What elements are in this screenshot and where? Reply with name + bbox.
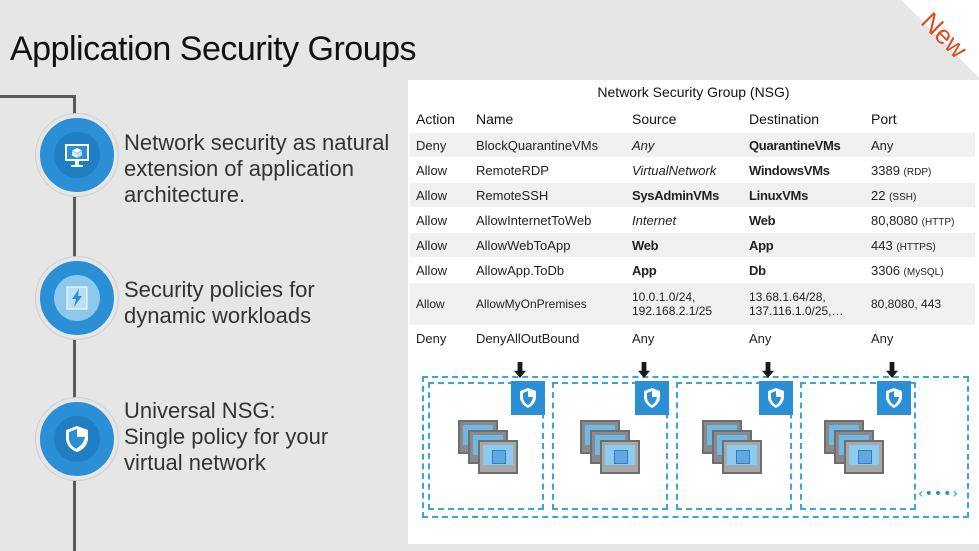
rule-name: AllowApp.ToDb [470, 258, 626, 283]
rule-source: Any [626, 326, 743, 351]
rule-source: App [626, 258, 743, 283]
rule-destination: WindowsVMs [743, 158, 865, 183]
rule-source: Any [626, 133, 743, 158]
rule-port-note: (RDP) [903, 166, 932, 178]
rule-port [865, 208, 975, 233]
rule-port [865, 158, 975, 183]
rule-name: AllowInternetToWeb [470, 208, 626, 233]
rule-port-value: 22 [871, 187, 886, 203]
rule-port-note: (MySQL) [903, 266, 944, 278]
rule-port-value: Any [871, 137, 894, 153]
rule-action: Allow [410, 183, 470, 208]
rule-name: BlockQuarantineVMs [470, 133, 626, 158]
timeline-connector [0, 95, 76, 98]
nsg-title: Network Security Group (NSG) [597, 84, 790, 100]
rule-name: RemoteSSH [470, 183, 626, 208]
table-row[interactable] [410, 233, 975, 258]
rule-port [865, 133, 975, 158]
app-monitor-icon [36, 114, 118, 196]
feature-text-dynamic: Security policies for dynamic workloads [124, 277, 315, 328]
rule-port-value: 443 [871, 237, 893, 253]
rule-action: Allow [410, 233, 470, 258]
rule-source: SysAdminVMs [626, 183, 743, 208]
rule-destination: Any [743, 326, 865, 351]
nsg-rules-table [410, 106, 975, 350]
vm-group-icon [824, 420, 894, 480]
table-row[interactable] [410, 258, 975, 283]
feature-text-universal-nsg: Universal NSG: Single policy for your virtual network [124, 398, 329, 475]
rule-source: Web [626, 233, 743, 258]
table-row[interactable] [410, 133, 975, 158]
rule-name: DenyAllOutBound [470, 326, 626, 351]
rule-destination: Web [743, 208, 865, 233]
rule-name: AllowMyOnPremises [470, 283, 626, 326]
column-header-destination: Destination [743, 106, 865, 133]
rule-port-note: (HTTPS) [896, 241, 936, 253]
rule-port [865, 258, 975, 283]
nsg-shield-icon [511, 381, 545, 415]
rule-action: Deny [410, 133, 470, 158]
virtual-network-icon: ‹•••› [918, 486, 959, 502]
rule-port-note: (SSH) [889, 191, 917, 203]
rule-action: Deny [410, 326, 470, 351]
table-row[interactable] [410, 326, 975, 351]
table-header-row [410, 106, 975, 133]
nsg-shield-icon [877, 381, 911, 415]
rule-action: Allow [410, 158, 470, 183]
rule-name: AllowWebToApp [470, 233, 626, 258]
rule-action: Allow [410, 258, 470, 283]
rule-destination: QuarantineVMs [743, 133, 865, 158]
rule-port [865, 326, 975, 351]
feature-text-architecture: Network security as natural extension of application architecture. [124, 130, 390, 207]
rule-port-value: 80,8080, 443 [871, 297, 942, 311]
table-row[interactable] [410, 283, 975, 326]
rule-action: Allow [410, 208, 470, 233]
column-header-action: Action [410, 106, 470, 133]
column-header-name: Name [470, 106, 626, 133]
column-header-port: Port [865, 106, 975, 133]
rule-port [865, 183, 975, 208]
vm-group-icon [580, 420, 650, 480]
rule-destination: App [743, 233, 865, 258]
rule-name: RemoteRDP [470, 158, 626, 183]
nsg-shield-icon [759, 381, 793, 415]
rule-action: Allow [410, 283, 470, 326]
table-row[interactable] [410, 183, 975, 208]
rule-port-value: 3306 [871, 262, 900, 278]
shield-icon [36, 398, 118, 480]
rule-port-value: 80,8080 [871, 212, 918, 228]
vm-group-icon [458, 420, 528, 480]
table-row[interactable] [410, 208, 975, 233]
rule-port [865, 233, 975, 258]
column-header-source: Source [626, 106, 743, 133]
rule-port [865, 283, 975, 326]
rule-destination: Db [743, 258, 865, 283]
rule-port-value: 3389 [871, 162, 900, 178]
rule-source: VirtualNetwork [626, 158, 743, 183]
rule-destination: LinuxVMs [743, 183, 865, 208]
nsg-shield-icon [635, 381, 669, 415]
vm-group-icon [702, 420, 772, 480]
lightning-server-icon [36, 257, 118, 339]
page-title: Application Security Groups [10, 30, 417, 68]
rule-destination: 13.68.1.64/28, 137.116.1.0/25,… [743, 283, 865, 326]
new-badge-label: New [915, 6, 974, 65]
table-row[interactable] [410, 158, 975, 183]
rule-port-note: (HTTP) [921, 216, 955, 228]
rule-source: 10.0.1.0/24, 192.168.2.1/25 [626, 283, 743, 326]
rule-port-value: Any [871, 330, 894, 346]
rule-source: Internet [626, 208, 743, 233]
